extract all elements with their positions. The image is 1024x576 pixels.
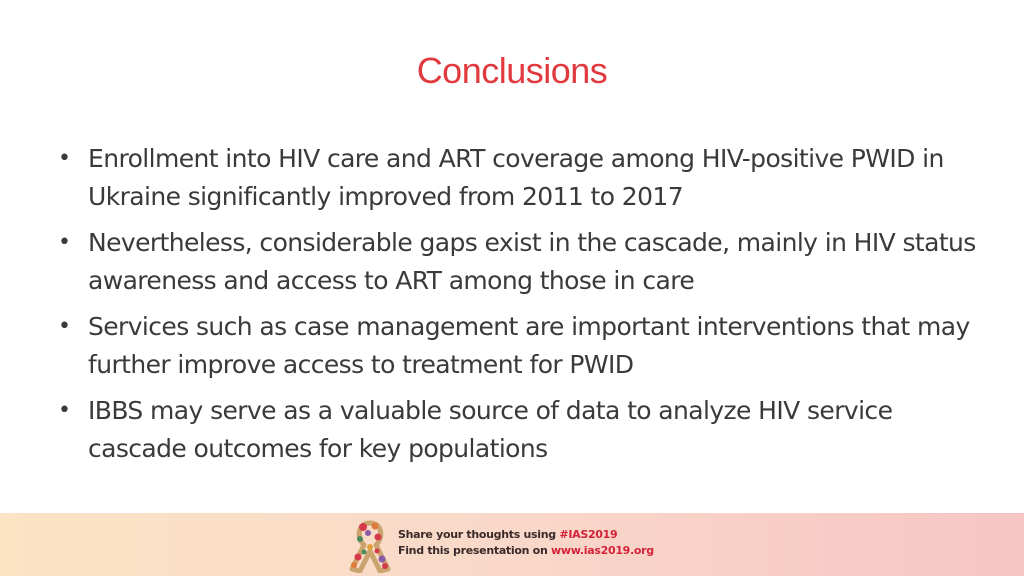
footer-message	[398, 527, 654, 559]
bullet-item	[56, 308, 976, 384]
bullet-text: Enrollment into HIV care and ART coverage among HIV-positive PWID in Ukraine significantly improved from 2011 to 2017	[88, 144, 944, 211]
bullet-text: Nevertheless, considerable gaps exist in the cascade, mainly in HIV status awareness and access to ART among those in care	[88, 228, 976, 295]
footer-share-line	[398, 527, 654, 543]
bullet-marker: •	[58, 146, 71, 171]
bullet-marker: •	[58, 314, 71, 339]
footer-find-prefix: Find this presentation on	[398, 544, 552, 557]
conference-footer-banner	[0, 513, 1024, 576]
footer-find-line	[398, 543, 654, 559]
bullet-marker: •	[58, 398, 71, 423]
bullet-item	[56, 224, 976, 300]
red-ribbon-flower-icon	[344, 519, 396, 573]
footer-website-link[interactable]: www.ias2019.org	[551, 544, 654, 557]
bullet-text: IBBS may serve as a valuable source of data to analyze HIV service cascade outcomes for key populations	[88, 396, 893, 463]
bullet-marker: •	[58, 230, 71, 255]
bullet-text: Services such as case management are important interventions that may further improve access to treatment for PWID	[88, 312, 970, 379]
footer-hashtag: #IAS2019	[559, 528, 618, 541]
footer-share-prefix: Share your thoughts using	[398, 528, 560, 541]
bullet-item	[56, 392, 976, 468]
slide-title: Conclusions	[416, 50, 608, 91]
bullet-item	[56, 140, 976, 216]
bullet-list	[56, 140, 976, 476]
